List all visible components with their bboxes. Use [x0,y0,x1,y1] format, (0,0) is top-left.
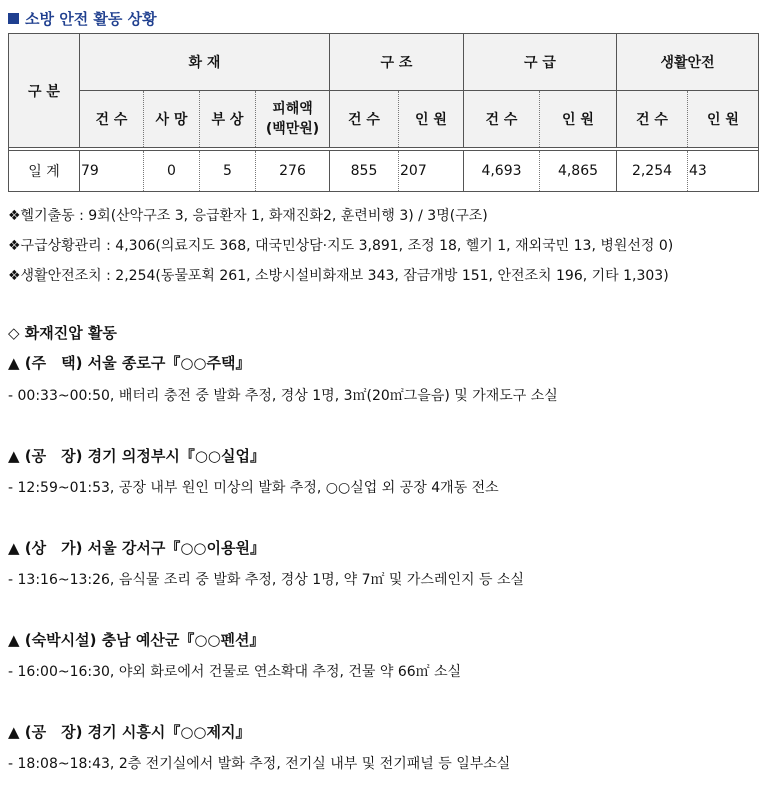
group-life: 생활안전 [617,34,759,91]
case-detail: - 00:33~00:50, 배터리 충전 중 발화 추정, 경상 1명, 3㎡(20㎡그을음) 및 가재도구 소실 [8,388,558,404]
group-fire: 화 재 [80,34,330,91]
sub-ems-people: 인 원 [540,91,617,148]
sub-fire-count: 건 수 [80,91,144,148]
sub-ems-count: 건 수 [464,91,540,148]
case-title: ▲ (숙박시설) 충남 예산군『○○펜션』 [8,631,265,649]
cell-ems-count: 4,693 [464,151,540,192]
group-ems: 구 급 [464,34,617,91]
header-row-1 [9,34,759,91]
cell-fire-damage: 276 [256,151,330,192]
note-ems-management: ❖구급상황관리 : 4,306(의료지도 368, 대국민상담·지도 3,891, 조정 18, 헬기 1, 재외국민 13, 병원선정 0) [8,238,674,254]
sub-fire-damage [256,91,330,148]
cell-life-people: 43 [688,151,759,192]
sub-life-people: 인 원 [688,91,759,148]
case-title: ▲ (공 장) 경기 시흥시『○○제지』 [8,723,251,741]
cell-rescue-count: 855 [330,151,399,192]
sub-fire-damage-l2: (백만원) [265,121,320,137]
case-detail: - 18:08~18:43, 2층 전기실에서 발화 추정, 전기실 내부 및 전기패널 등 일부소실 [8,756,511,772]
sub-fire-injured: 부 상 [200,91,256,148]
cell-ems-people: 4,865 [540,151,617,192]
group-rescue: 구 조 [330,34,464,91]
case-title: ▲ (공 장) 경기 의정부시『○○실업』 [8,447,265,465]
sub-rescue-people: 인 원 [399,91,464,148]
sub-fire-dead: 사 망 [144,91,200,148]
note-helicopter: ❖헬기출동 : 9회(산악구조 3, 응급환자 1, 화재진화2, 훈련비행 3) / 3명(구조) [8,208,488,224]
sub-fire-damage-l1: 피해액 [272,101,313,117]
sub-rescue-count: 건 수 [330,91,399,148]
header-row-2 [9,91,759,148]
case-title: ▲ (상 가) 서울 강서구『○○이용원』 [8,539,265,557]
case-detail: - 12:59~01:53, 공장 내부 원인 미상의 발화 추정, ○○실업 외 공장 4개동 전소 [8,480,499,496]
stats-table [8,33,759,192]
cell-life-count: 2,254 [617,151,688,192]
page-title-text: 소방 안전 활동 상황 [25,10,157,28]
cell-fire-count: 79 [80,151,144,192]
square-bullet-icon [8,13,19,24]
cell-fire-dead: 0 [144,151,200,192]
cell-fire-injured: 5 [200,151,256,192]
case-detail: - 13:16~13:26, 음식물 조리 중 발화 추정, 경상 1명, 약 7㎡ 및 가스레인지 등 소실 [8,572,524,588]
case-detail: - 16:00~16:30, 야외 화로에서 건물로 연소확대 추정, 건물 약 66㎡ 소실 [8,664,462,680]
page-title [8,8,157,29]
summary-notes [8,201,673,291]
table-row [9,151,759,192]
note-life-safety: ❖생활안전조치 : 2,254(동물포획 261, 소방시설비화재보 343, 잠금개방 151, 안전조치 196, 기타 1,303) [8,268,669,284]
cell-rescue-people: 207 [399,151,464,192]
row-label: 일 계 [9,151,80,192]
case-title: ▲ (주 택) 서울 종로구『○○주택』 [8,354,251,372]
rowhead-cell: 구 분 [9,34,80,148]
fire-section-heading: ◇ 화재진압 활동 [8,324,117,342]
sub-life-count: 건 수 [617,91,688,148]
